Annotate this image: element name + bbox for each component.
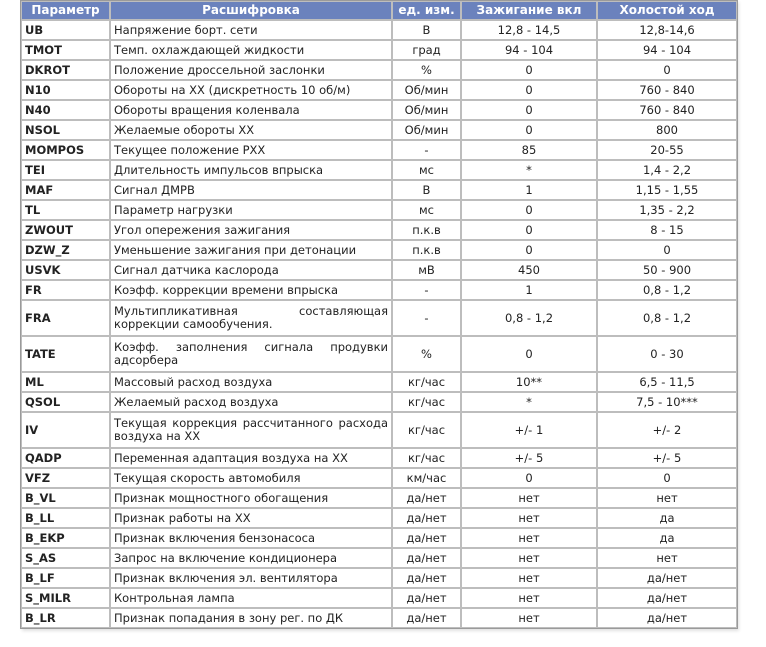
cell-parameter: S_AS [21,548,110,568]
cell-unit: кг/час [392,372,461,392]
cell-description: Сигнал ДМРВ [110,180,392,200]
cell-parameter: IV [21,412,110,448]
table-row [21,372,737,392]
cell-unit: да/нет [392,568,461,588]
table-row [21,548,737,568]
cell-ignition-on: нет [461,608,597,628]
cell-parameter: VFZ [21,468,110,488]
cell-description: Параметр нагрузки [110,200,392,220]
cell-idle: 760 - 840 [597,80,737,100]
cell-parameter: B_LL [21,508,110,528]
cell-unit: да/нет [392,528,461,548]
cell-ignition-on: 0 [461,220,597,240]
cell-description: Признак работы на ХХ [110,508,392,528]
table-row [21,260,737,280]
cell-description: Темп. охлаждающей жидкости [110,40,392,60]
cell-ignition-on: нет [461,568,597,588]
cell-idle: 20-55 [597,140,737,160]
table-row [21,568,737,588]
cell-description: Длительность импульсов впрыска [110,160,392,180]
cell-parameter: TATE [21,336,110,372]
table-row [21,160,737,180]
cell-description: Переменная адаптация воздуха на ХХ [110,448,392,468]
cell-unit: да/нет [392,508,461,528]
cell-description: Коэфф. заполнения сигнала продувки адсорбера [110,336,392,372]
cell-ignition-on: 1 [461,180,597,200]
cell-parameter: FRA [21,300,110,336]
column-header-description: Расшифровка [110,1,392,20]
cell-idle: да/нет [597,608,737,628]
table-row [21,20,737,40]
cell-idle: 50 - 900 [597,260,737,280]
cell-idle: 6,5 - 11,5 [597,372,737,392]
cell-unit: В [392,180,461,200]
cell-ignition-on: * [461,392,597,412]
cell-description: Коэфф. коррекции времени впрыска [110,280,392,300]
table-row [21,588,737,608]
cell-ignition-on: 12,8 - 14,5 [461,20,597,40]
cell-ignition-on: 94 - 104 [461,40,597,60]
cell-parameter: ZWOUT [21,220,110,240]
cell-idle: 1,35 - 2,2 [597,200,737,220]
cell-parameter: QSOL [21,392,110,412]
column-header-unit: ед. изм. [392,1,461,20]
cell-parameter: MOMPOS [21,140,110,160]
table-row [21,200,737,220]
table-row [21,488,737,508]
table-row [21,240,737,260]
cell-idle: 8 - 15 [597,220,737,240]
cell-description: Признак включения эл. вентилятора [110,568,392,588]
cell-parameter: MAF [21,180,110,200]
table-row [21,180,737,200]
cell-description: Контрольная лампа [110,588,392,608]
cell-unit: п.к.в [392,220,461,240]
cell-parameter: FR [21,280,110,300]
cell-unit: п.к.в [392,240,461,260]
cell-ignition-on: 0 [461,200,597,220]
table-row [21,528,737,548]
cell-idle: нет [597,488,737,508]
cell-unit: кг/час [392,412,461,448]
table-row [21,300,737,336]
cell-description: Желаемый расход воздуха [110,392,392,412]
cell-unit: кг/час [392,392,461,412]
table-row [21,336,737,372]
cell-idle: 1,15 - 1,55 [597,180,737,200]
cell-parameter: UB [21,20,110,40]
cell-ignition-on: 0 [461,120,597,140]
cell-idle: 94 - 104 [597,40,737,60]
table-body [21,20,737,628]
cell-parameter: TEI [21,160,110,180]
cell-ignition-on: 0 [461,80,597,100]
cell-ignition-on: 450 [461,260,597,280]
cell-description: Напряжение борт. сети [110,20,392,40]
cell-idle: нет [597,548,737,568]
cell-ignition-on: * [461,160,597,180]
table-row [21,220,737,240]
cell-unit: мВ [392,260,461,280]
cell-parameter: NSOL [21,120,110,140]
cell-ignition-on: 10** [461,372,597,392]
cell-description: Желаемые обороты ХХ [110,120,392,140]
cell-unit: км/час [392,468,461,488]
cell-unit: - [392,140,461,160]
cell-unit: да/нет [392,588,461,608]
column-header-ignition-on: Зажигание вкл [461,1,597,20]
cell-idle: 1,4 - 2,2 [597,160,737,180]
cell-description: Обороты на ХХ (дискретность 10 об/м) [110,80,392,100]
cell-idle: да [597,528,737,548]
cell-unit: Об/мин [392,100,461,120]
table-row [21,140,737,160]
cell-parameter: B_LR [21,608,110,628]
cell-parameter: S_MILR [21,588,110,608]
cell-description: Признак включения бензонасоса [110,528,392,548]
cell-ignition-on: 1 [461,280,597,300]
cell-unit: да/нет [392,608,461,628]
cell-ignition-on: нет [461,548,597,568]
cell-unit: мс [392,200,461,220]
cell-unit: Об/мин [392,80,461,100]
table-row [21,100,737,120]
cell-description: Текущая скорость автомобиля [110,468,392,488]
cell-description: Текущая коррекция рассчитанного расхода воздуха на ХХ [110,412,392,448]
cell-parameter: DZW_Z [21,240,110,260]
cell-description: Мультипликативная составляющая коррекции самообучения. [110,300,392,336]
cell-idle: да [597,508,737,528]
cell-ignition-on: 0 [461,468,597,488]
cell-ignition-on: +/- 1 [461,412,597,448]
cell-ignition-on: 0 [461,336,597,372]
cell-ignition-on: нет [461,508,597,528]
cell-parameter: DKROT [21,60,110,80]
cell-ignition-on: +/- 5 [461,448,597,468]
cell-description: Текущее положение РХХ [110,140,392,160]
cell-unit: да/нет [392,548,461,568]
cell-idle: 0,8 - 1,2 [597,300,737,336]
cell-description: Уменьшение зажигания при детонации [110,240,392,260]
table-row [21,60,737,80]
cell-idle: 760 - 840 [597,100,737,120]
cell-ignition-on: 0 [461,240,597,260]
cell-idle: 12,8-14,6 [597,20,737,40]
cell-ignition-on: 85 [461,140,597,160]
cell-unit: % [392,336,461,372]
cell-unit: да/нет [392,488,461,508]
cell-ignition-on: 0,8 - 1,2 [461,300,597,336]
cell-idle: 800 [597,120,737,140]
table-row [21,120,737,140]
cell-ignition-on: нет [461,528,597,548]
cell-ignition-on: нет [461,488,597,508]
cell-description: Признак мощностного обогащения [110,488,392,508]
cell-idle: 0 [597,60,737,80]
cell-ignition-on: 0 [461,100,597,120]
cell-description: Угол опережения зажигания [110,220,392,240]
column-header-idle: Холостой ход [597,1,737,20]
table-row [21,608,737,628]
cell-description: Положение дроссельной заслонки [110,60,392,80]
cell-idle: 0,8 - 1,2 [597,280,737,300]
cell-unit: кг/час [392,448,461,468]
cell-parameter: USVK [21,260,110,280]
header-row [21,1,737,20]
cell-ignition-on: 0 [461,60,597,80]
parameters-table-frame [20,0,737,629]
table-row [21,508,737,528]
cell-unit: мс [392,160,461,180]
cell-unit: % [392,60,461,80]
cell-parameter: TMOT [21,40,110,60]
cell-idle: 0 - 30 [597,336,737,372]
parameters-table [20,0,738,629]
cell-unit: - [392,300,461,336]
cell-unit: - [392,280,461,300]
cell-idle: 0 [597,468,737,488]
cell-idle: да/нет [597,568,737,588]
table-row [21,448,737,468]
cell-description: Признак попадания в зону рег. по ДК [110,608,392,628]
cell-unit: В [392,20,461,40]
cell-parameter: B_LF [21,568,110,588]
cell-description: Обороты вращения коленвала [110,100,392,120]
cell-ignition-on: нет [461,588,597,608]
table-row [21,468,737,488]
cell-parameter: TL [21,200,110,220]
cell-parameter: B_VL [21,488,110,508]
table-row [21,412,737,448]
cell-description: Запрос на включение кондиционера [110,548,392,568]
cell-unit: град [392,40,461,60]
cell-idle: да/нет [597,588,737,608]
cell-idle: +/- 5 [597,448,737,468]
cell-idle: 7,5 - 10*** [597,392,737,412]
cell-parameter: B_EKP [21,528,110,548]
table-row [21,40,737,60]
table-row [21,392,737,412]
cell-idle: 0 [597,240,737,260]
column-header-parameter: Параметр [21,1,110,20]
table-row [21,280,737,300]
table-row [21,80,737,100]
cell-description: Массовый расход воздуха [110,372,392,392]
cell-parameter: N40 [21,100,110,120]
cell-parameter: ML [21,372,110,392]
cell-unit: Об/мин [392,120,461,140]
cell-parameter: QADP [21,448,110,468]
cell-idle: +/- 2 [597,412,737,448]
cell-parameter: N10 [21,80,110,100]
cell-description: Сигнал датчика каслорода [110,260,392,280]
